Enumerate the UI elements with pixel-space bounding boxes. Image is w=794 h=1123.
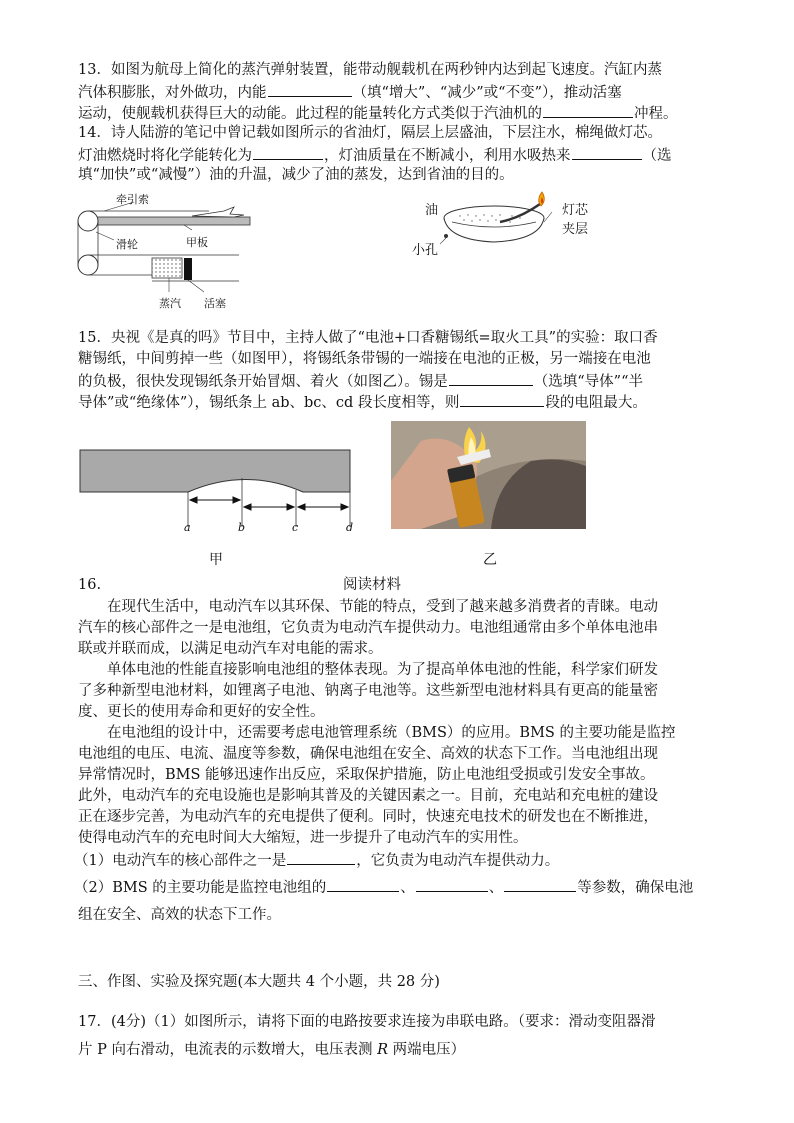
q13-line-3 bbox=[78, 102, 718, 125]
label-rope: 牵引索 bbox=[116, 193, 149, 206]
answer-blank bbox=[572, 144, 642, 160]
q17-text: 两端电压） bbox=[388, 1042, 466, 1058]
q16-sub-question-1 bbox=[74, 849, 714, 872]
point-a: a bbox=[184, 521, 191, 534]
q15-line-2: 糖锡纸，中间剪掉一些（如图甲），将锡纸条带锡的一端接在电池的正极，另一端接在电池 bbox=[78, 351, 651, 367]
q15-line-1: 15．央视《是真的吗》节目中，主持人做了“电池+口香糖锡纸=取火工具”的实验：取口香 bbox=[78, 330, 658, 346]
q15-text: 的负极，很快发现锡纸条开始冒烟、着火（如图乙）。锡是 bbox=[78, 374, 448, 390]
caption-yi: 乙 bbox=[483, 552, 497, 568]
q14-line-1: 14．诗人陆游的笔记中曾记载如图所示的省油灯，隔层上层盛油，下层注水，棉绳做灯芯。 bbox=[78, 125, 662, 141]
point-b: b bbox=[238, 521, 246, 534]
label-wick: 灯芯 bbox=[562, 203, 589, 218]
q13-line-1: 13．如图为航母上简化的蒸汽弹射装置，能带动舰载机在两秒钟内达到起飞速度。汽缸内蒸 bbox=[78, 62, 662, 78]
tin-foil-strip-diagram bbox=[78, 445, 358, 540]
label-piston: 活塞 bbox=[204, 297, 226, 310]
label-deck: 甲板 bbox=[186, 236, 208, 249]
answer-blank bbox=[327, 876, 399, 892]
q16-paragraph: 度、更长的使用寿命和更好的安全性。 bbox=[78, 704, 325, 720]
q13-text: 冲程。 bbox=[634, 106, 678, 122]
reading-title: 阅读材料 bbox=[343, 577, 401, 593]
q16-text: 、 bbox=[400, 880, 415, 896]
q13-text: （填“增大”、“减少”或“不变”），推动活塞 bbox=[352, 85, 622, 101]
q16-paragraph: 电池组的电压、电流、温度等参数，确保电池组在安全、高效的状态下工作。当电池组出现 bbox=[78, 746, 658, 762]
q14-text: （选 bbox=[642, 148, 672, 164]
caption-jia: 甲 bbox=[209, 552, 223, 568]
label-pulley: 滑轮 bbox=[116, 238, 138, 251]
q16-paragraph: 正在逐步完善，为电动汽车的充电提供了便利。同时，快速充电技术的研发也在不断推进， bbox=[78, 809, 658, 825]
q13-text: 运动，使舰载机获得巨大的动能。此过程的能量转化方式类似于汽油机的 bbox=[78, 106, 542, 122]
point-c: c bbox=[292, 521, 299, 534]
resistor-symbol: R bbox=[377, 1042, 389, 1058]
q16-paragraph: 汽车的核心部件之一是电池组，它负责为电动汽车提供动力。电池组通常由多个单体电池串 bbox=[78, 620, 658, 636]
label-oil: 油 bbox=[425, 203, 439, 218]
answer-blank bbox=[287, 849, 355, 865]
answer-blank bbox=[543, 102, 633, 118]
q14-line-3: 填“加快”或“减慢”）油的升温，减少了油的蒸发，达到省油的目的。 bbox=[78, 167, 514, 183]
battery-fire-photo bbox=[391, 421, 586, 529]
answer-blank bbox=[416, 876, 488, 892]
q15-text: 段的电阻最大。 bbox=[545, 395, 647, 411]
q16-paragraph: 单体电池的性能直接影响电池组的整体表现。为了提高单体电池的性能，科学家们研发 bbox=[107, 662, 658, 678]
q16-paragraph: 在电池组的设计中，还需要考虑电池管理系统（BMS）的应用。BMS 的主要功能是监控 bbox=[107, 725, 676, 741]
q15-text: （选填“导体”“半 bbox=[533, 374, 643, 390]
q16-number: 16. bbox=[78, 577, 102, 593]
q15-line-4 bbox=[78, 391, 718, 414]
q16-paragraph: 联或并联而成，以满足电动汽车对电能的需求。 bbox=[78, 641, 383, 657]
q16-paragraph: 了多种新型电池材料，如锂离子电池、钠离子电池等。这些新型电池材料具有更高的能量密 bbox=[78, 683, 658, 699]
answer-blank bbox=[253, 144, 323, 160]
section-heading: 三、作图、实验及探究题(本大题共 4 个小题，共 28 分) bbox=[78, 974, 440, 990]
photo-illustration bbox=[391, 421, 586, 529]
label-hole: 小孔 bbox=[412, 243, 439, 258]
q16-paragraph: 使得电动汽车的充电时间大大缩短，进一步提升了电动汽车的实用性。 bbox=[78, 830, 528, 846]
point-d: d bbox=[346, 521, 354, 534]
q15-line-3 bbox=[78, 370, 718, 393]
q15-text: 导体”或“绝缘体”），锡纸条上 ab、bc、cd 段长度相等，则 bbox=[78, 395, 460, 411]
q16-header bbox=[78, 575, 718, 596]
q16-paragraph: 在现代生活中，电动汽车以其环保、节能的特点，受到了越来越多消费者的青睐。电动 bbox=[107, 599, 658, 615]
q16-text: 等参数，确保电池 bbox=[577, 880, 694, 896]
q16-text: ，它负责为电动汽车提供动力。 bbox=[356, 853, 560, 869]
q16-text: （1）电动汽车的核心部件之一是 bbox=[74, 853, 287, 869]
label-steam: 蒸汽 bbox=[159, 297, 181, 310]
q16-paragraph: 异常情况时，BMS 能够迅速作出反应，采取保护措施，防止电池组受损或引发安全事故。 bbox=[78, 767, 655, 783]
q14-text: ，灯油质量在不断减小，利用水吸热来 bbox=[324, 148, 571, 164]
q16-sub-question-2-cont: 组在安全、高效的状态下工作。 bbox=[78, 907, 281, 923]
q17-text: 片 P 向右滑动，电流表的示数增大，电压表测 bbox=[78, 1042, 378, 1058]
q17-line-1: 17．(4分)（1）如图所示，请将下面的电路按要求连接为串联电路。（要求：滑动变阻器滑 bbox=[78, 1014, 656, 1030]
answer-blank bbox=[268, 81, 352, 97]
q16-sub-question-2 bbox=[74, 876, 714, 899]
q14-text: 灯油燃烧时将化学能转化为 bbox=[78, 148, 252, 164]
q13-line-2 bbox=[78, 81, 718, 104]
q16-paragraph: 此外，电动汽车的充电设施也是影响其普及的关键因素之一。目前，充电站和充电桩的建设 bbox=[78, 788, 658, 804]
q16-text: （2）BMS 的主要功能是监控电池组的 bbox=[74, 880, 327, 896]
q16-text: 、 bbox=[488, 880, 504, 896]
answer-blank bbox=[460, 391, 544, 407]
label-layer: 夹层 bbox=[562, 222, 589, 237]
oil-lamp-diagram bbox=[440, 188, 570, 258]
q13-text: 汽体积膨胀，对外做功，内能 bbox=[78, 85, 267, 101]
answer-blank bbox=[449, 370, 533, 386]
q17-line-2 bbox=[78, 1040, 718, 1061]
answer-blank bbox=[504, 876, 576, 892]
q14-line-2 bbox=[78, 144, 718, 167]
